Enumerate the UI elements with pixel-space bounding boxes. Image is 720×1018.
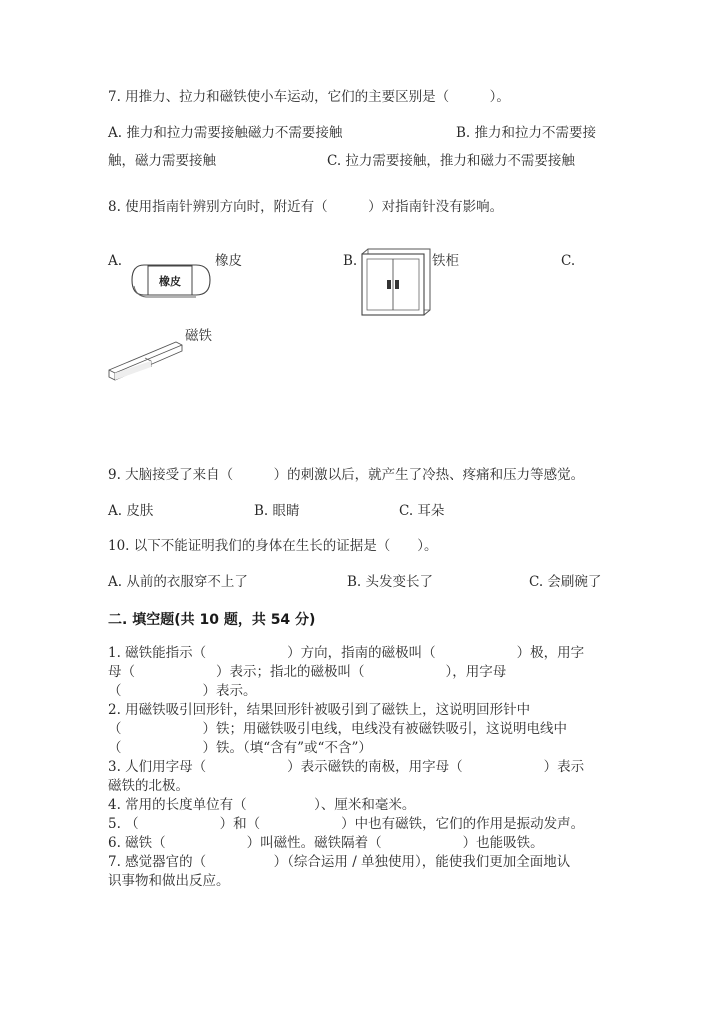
question-9-option-b: B. 眼睛	[254, 503, 300, 519]
question-7-option-b-line1: B. 推力和拉力不需要接	[456, 125, 597, 141]
question-9-option-c: C. 耳朵	[399, 503, 445, 519]
fill-1-line1: 1. 磁铁能指示（ ）方向，指南的磁极叫（ ）极，用字	[108, 645, 585, 661]
question-8-option-b-letter: B.	[343, 253, 358, 269]
iron-cabinet-image	[360, 248, 432, 316]
fill-1-line2: 母（ ）表示；指北的磁极叫（ ），用字母	[108, 664, 507, 680]
eraser-image	[130, 262, 212, 300]
magnet-bar-image	[106, 330, 186, 386]
question-8-option-a-letter: A.	[108, 253, 123, 269]
question-10-option-b: B. 头发变长了	[347, 574, 434, 590]
question-8-option-c-letter: C.	[561, 253, 576, 269]
fill-1-line3: （ ）表示。	[108, 683, 257, 699]
question-7-option-c: C. 拉力需要接触，推力和磁力不需要接触	[327, 153, 575, 169]
section-2-title: 二. 填空题(共 10 题，共 54 分)	[108, 612, 316, 628]
fill-3-line1: 3. 人们用字母（ ）表示磁铁的南极，用字母（ ）表示	[108, 759, 585, 775]
fill-5-line1: 5. （ ）和（ ）中也有磁铁，它们的作用是振动发声。	[108, 816, 585, 832]
question-10-option-c: C. 会刷碗了	[529, 574, 602, 590]
question-7-stem: 7. 用推力、拉力和磁铁使小车运动，它们的主要区别是（ ）。	[108, 89, 510, 105]
question-10-option-a: A. 从前的衣服穿不上了	[108, 574, 248, 590]
question-9-stem: 9. 大脑接受了来自（ ）的刺激以后，就产生了冷热、疼痛和压力等感觉。	[108, 467, 585, 483]
fill-2-line3: （ ）铁。（填“含有”或“不含”）	[108, 740, 372, 756]
fill-7-line2: 识事物和做出反应。	[108, 873, 230, 889]
fill-2-line1: 2. 用磁铁吸引回形针，结果回形针被吸引到了磁铁上，这说明回形针中	[108, 702, 531, 718]
question-8-stem: 8. 使用指南针辨别方向时，附近有（ ）对指南针没有影响。	[108, 199, 504, 215]
fill-4-line1: 4. 常用的长度单位有（ ）、厘米和毫米。	[108, 797, 416, 813]
question-8-option-a-label: 橡皮	[215, 253, 242, 269]
question-7-option-b-line2: 触，磁力需要接触	[108, 153, 216, 169]
fill-7-line1: 7. 感觉器官的（ ）（综合运用 / 单独使用），能使我们更加全面地认	[108, 854, 571, 870]
question-10-stem: 10. 以下不能证明我们的身体在生长的证据是（ ）。	[108, 538, 438, 554]
fill-2-line2: （ ）铁；用磁铁吸引电线，电线没有被磁铁吸引，这说明电线中	[108, 721, 567, 737]
question-7-option-a: A. 推力和拉力需要接触磁力不需要接触	[108, 125, 343, 141]
question-8-option-b-label: 铁柜	[432, 253, 459, 269]
question-9-option-a: A. 皮肤	[108, 503, 154, 519]
fill-6-line1: 6. 磁铁（ ）叫磁性。磁铁隔着（ ）也能吸铁。	[108, 835, 544, 851]
fill-3-line2: 磁铁的北极。	[108, 778, 189, 794]
question-8-option-c-label: 磁铁	[185, 328, 212, 344]
eraser-image-label: 橡皮	[159, 275, 181, 288]
